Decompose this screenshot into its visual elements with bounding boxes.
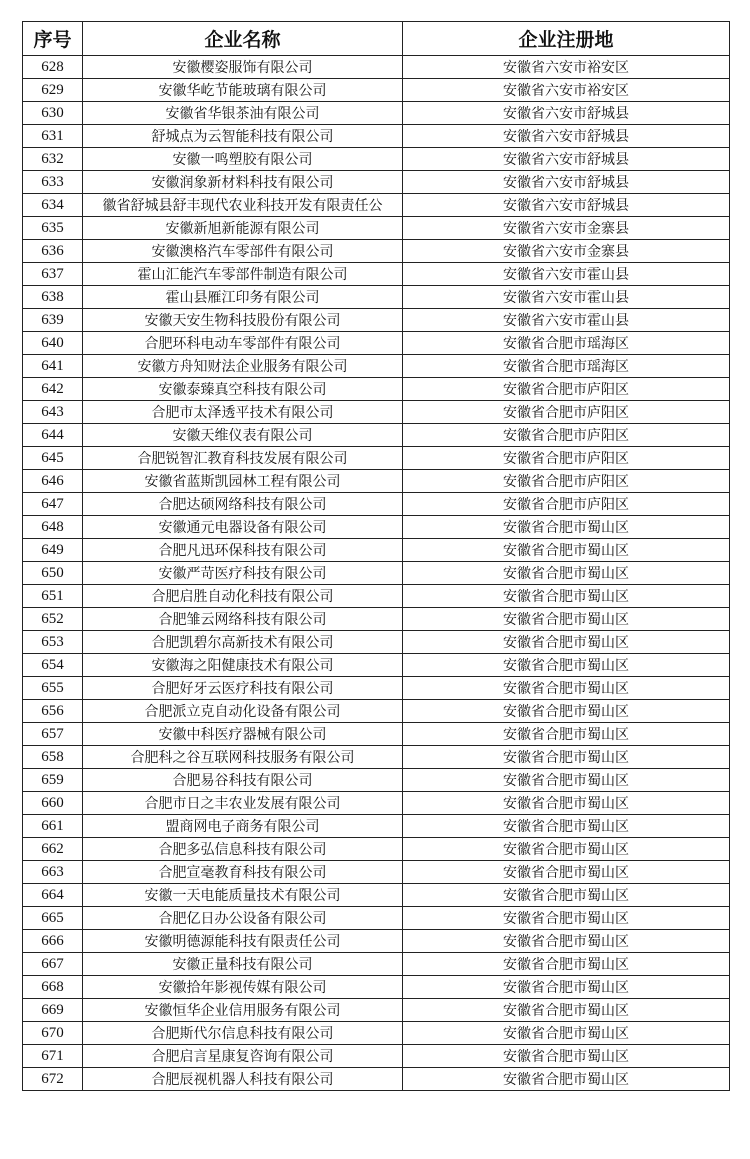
company-name-cell: 霍山县雁江印务有限公司 <box>83 286 403 309</box>
table-row <box>23 539 730 562</box>
company-name-cell: 安徽明德源能科技有限责任公司 <box>83 930 403 953</box>
serial-number-cell: 658 <box>23 746 83 769</box>
serial-number-cell: 646 <box>23 470 83 493</box>
table-row <box>23 815 730 838</box>
registration-place-cell: 安徽省合肥市蜀山区 <box>403 677 730 700</box>
document-page <box>22 21 729 1091</box>
serial-number-cell: 641 <box>23 355 83 378</box>
table-row <box>23 631 730 654</box>
serial-number-cell: 661 <box>23 815 83 838</box>
registration-place-cell: 安徽省六安市裕安区 <box>403 56 730 79</box>
company-name-cell: 安徽严苛医疗科技有限公司 <box>83 562 403 585</box>
registration-place-cell: 安徽省合肥市蜀山区 <box>403 953 730 976</box>
serial-number-cell: 648 <box>23 516 83 539</box>
table-row <box>23 102 730 125</box>
company-name-cell: 安徽拾年影视传媒有限公司 <box>83 976 403 999</box>
table-row <box>23 332 730 355</box>
company-table <box>22 21 730 1091</box>
registration-place-cell: 安徽省合肥市蜀山区 <box>403 838 730 861</box>
company-name-cell: 盟商网电子商务有限公司 <box>83 815 403 838</box>
serial-number-cell: 666 <box>23 930 83 953</box>
registration-place-cell: 安徽省合肥市蜀山区 <box>403 792 730 815</box>
serial-number-cell: 631 <box>23 125 83 148</box>
company-name-cell: 合肥科之谷互联网科技服务有限公司 <box>83 746 403 769</box>
serial-number-cell: 629 <box>23 79 83 102</box>
serial-number-cell: 643 <box>23 401 83 424</box>
registration-place-cell: 安徽省六安市舒城县 <box>403 102 730 125</box>
registration-place-cell: 安徽省六安市霍山县 <box>403 309 730 332</box>
registration-place-cell: 安徽省六安市霍山县 <box>403 263 730 286</box>
table-row <box>23 654 730 677</box>
table-row <box>23 447 730 470</box>
company-name-cell: 合肥斯代尔信息科技有限公司 <box>83 1022 403 1045</box>
table-row <box>23 424 730 447</box>
company-name-cell: 合肥多弘信息科技有限公司 <box>83 838 403 861</box>
table-body <box>23 56 730 1091</box>
company-name-cell: 合肥达硕网络科技有限公司 <box>83 493 403 516</box>
serial-number-cell: 657 <box>23 723 83 746</box>
company-name-cell: 合肥派立克自动化设备有限公司 <box>83 700 403 723</box>
registration-place-cell: 安徽省合肥市蜀山区 <box>403 976 730 999</box>
table-row <box>23 723 730 746</box>
registration-place-cell: 安徽省合肥市庐阳区 <box>403 401 730 424</box>
registration-place-cell: 安徽省六安市舒城县 <box>403 125 730 148</box>
registration-place-cell: 安徽省六安市舒城县 <box>403 171 730 194</box>
table-row <box>23 286 730 309</box>
serial-number-cell: 632 <box>23 148 83 171</box>
table-row <box>23 516 730 539</box>
registration-place-cell: 安徽省合肥市庐阳区 <box>403 447 730 470</box>
registration-place-cell: 安徽省合肥市蜀山区 <box>403 930 730 953</box>
company-name-cell: 安徽华屹节能玻璃有限公司 <box>83 79 403 102</box>
table-row <box>23 585 730 608</box>
company-name-cell: 安徽方舟知财法企业服务有限公司 <box>83 355 403 378</box>
table-row <box>23 930 730 953</box>
serial-number-cell: 651 <box>23 585 83 608</box>
registration-place-cell: 安徽省合肥市庐阳区 <box>403 470 730 493</box>
serial-number-cell: 640 <box>23 332 83 355</box>
company-name-cell: 合肥亿日办公设备有限公司 <box>83 907 403 930</box>
registration-place-cell: 安徽省合肥市蜀山区 <box>403 815 730 838</box>
registration-place-cell: 安徽省合肥市庐阳区 <box>403 378 730 401</box>
registration-place-cell: 安徽省合肥市蜀山区 <box>403 907 730 930</box>
company-name-cell: 安徽恒华企业信用服务有限公司 <box>83 999 403 1022</box>
company-name-cell: 安徽泰臻真空科技有限公司 <box>83 378 403 401</box>
serial-number-cell: 642 <box>23 378 83 401</box>
company-name-cell: 安徽樱姿服饰有限公司 <box>83 56 403 79</box>
registration-place-cell: 安徽省合肥市庐阳区 <box>403 493 730 516</box>
table-row <box>23 999 730 1022</box>
registration-place-cell: 安徽省合肥市蜀山区 <box>403 608 730 631</box>
serial-number-cell: 668 <box>23 976 83 999</box>
company-name-cell: 合肥辰视机器人科技有限公司 <box>83 1068 403 1091</box>
table-row <box>23 79 730 102</box>
company-name-cell: 安徽通元电器设备有限公司 <box>83 516 403 539</box>
registration-place-cell: 安徽省合肥市蜀山区 <box>403 539 730 562</box>
serial-number-cell: 672 <box>23 1068 83 1091</box>
table-header <box>23 22 730 56</box>
table-row <box>23 240 730 263</box>
serial-number-cell: 660 <box>23 792 83 815</box>
table-row <box>23 792 730 815</box>
company-name-cell: 合肥雏云网络科技有限公司 <box>83 608 403 631</box>
registration-place-cell: 安徽省合肥市瑶海区 <box>403 355 730 378</box>
table-row <box>23 401 730 424</box>
table-row <box>23 493 730 516</box>
registration-place-cell: 安徽省六安市金寨县 <box>403 217 730 240</box>
serial-number-cell: 647 <box>23 493 83 516</box>
table-row <box>23 217 730 240</box>
serial-number-cell: 636 <box>23 240 83 263</box>
serial-number-cell: 628 <box>23 56 83 79</box>
registration-place-cell: 安徽省六安市舒城县 <box>403 194 730 217</box>
company-name-cell: 合肥锐智汇教育科技发展有限公司 <box>83 447 403 470</box>
registration-place-cell: 安徽省六安市裕安区 <box>403 79 730 102</box>
serial-number-cell: 659 <box>23 769 83 792</box>
company-name-cell: 合肥市日之丰农业发展有限公司 <box>83 792 403 815</box>
table-row <box>23 355 730 378</box>
table-row <box>23 1022 730 1045</box>
table-row <box>23 56 730 79</box>
registration-place-cell: 安徽省合肥市蜀山区 <box>403 1022 730 1045</box>
company-name-cell: 安徽省蓝斯凯园林工程有限公司 <box>83 470 403 493</box>
table-row <box>23 907 730 930</box>
serial-number-cell: 638 <box>23 286 83 309</box>
company-name-cell: 合肥宣毫教育科技有限公司 <box>83 861 403 884</box>
serial-number-cell: 665 <box>23 907 83 930</box>
company-name-cell: 安徽新旭新能源有限公司 <box>83 217 403 240</box>
serial-number-cell: 667 <box>23 953 83 976</box>
table-row <box>23 562 730 585</box>
company-name-cell: 合肥市太泽透平技术有限公司 <box>83 401 403 424</box>
company-name-cell: 合肥凯碧尔高新技术有限公司 <box>83 631 403 654</box>
table-row <box>23 746 730 769</box>
company-name-cell: 安徽澳格汽车零部件有限公司 <box>83 240 403 263</box>
registration-place-cell: 安徽省合肥市蜀山区 <box>403 654 730 677</box>
table-row <box>23 608 730 631</box>
table-row <box>23 263 730 286</box>
company-name-cell: 合肥易谷科技有限公司 <box>83 769 403 792</box>
registration-place-cell: 安徽省合肥市蜀山区 <box>403 884 730 907</box>
serial-number-cell: 669 <box>23 999 83 1022</box>
company-name-cell: 合肥好牙云医疗科技有限公司 <box>83 677 403 700</box>
company-name-cell: 安徽一天电能质量技术有限公司 <box>83 884 403 907</box>
table-row <box>23 700 730 723</box>
company-name-cell: 舒城点为云智能科技有限公司 <box>83 125 403 148</box>
registration-place-cell: 安徽省合肥市蜀山区 <box>403 723 730 746</box>
company-name-cell: 安徽海之阳健康技术有限公司 <box>83 654 403 677</box>
serial-number-cell: 633 <box>23 171 83 194</box>
company-name-cell: 安徽润象新材料科技有限公司 <box>83 171 403 194</box>
table-row <box>23 378 730 401</box>
registration-place-cell: 安徽省合肥市瑶海区 <box>403 332 730 355</box>
company-name-cell: 徽省舒城县舒丰现代农业科技开发有限责任公 <box>83 194 403 217</box>
serial-number-cell: 649 <box>23 539 83 562</box>
company-name-cell: 安徽省华银茶油有限公司 <box>83 102 403 125</box>
table-row <box>23 125 730 148</box>
company-name-cell: 合肥凡迅环保科技有限公司 <box>83 539 403 562</box>
header-company-name: 企业名称 <box>83 22 403 56</box>
company-name-cell: 安徽正量科技有限公司 <box>83 953 403 976</box>
serial-number-cell: 655 <box>23 677 83 700</box>
serial-number-cell: 639 <box>23 309 83 332</box>
registration-place-cell: 安徽省合肥市蜀山区 <box>403 585 730 608</box>
registration-place-cell: 安徽省六安市金寨县 <box>403 240 730 263</box>
header-serial-number: 序号 <box>23 22 83 56</box>
registration-place-cell: 安徽省合肥市蜀山区 <box>403 516 730 539</box>
serial-number-cell: 635 <box>23 217 83 240</box>
registration-place-cell: 安徽省合肥市蜀山区 <box>403 700 730 723</box>
registration-place-cell: 安徽省六安市舒城县 <box>403 148 730 171</box>
company-name-cell: 霍山汇能汽车零部件制造有限公司 <box>83 263 403 286</box>
registration-place-cell: 安徽省合肥市蜀山区 <box>403 1045 730 1068</box>
serial-number-cell: 634 <box>23 194 83 217</box>
table-row <box>23 194 730 217</box>
registration-place-cell: 安徽省合肥市蜀山区 <box>403 631 730 654</box>
registration-place-cell: 安徽省合肥市蜀山区 <box>403 861 730 884</box>
serial-number-cell: 652 <box>23 608 83 631</box>
table-row <box>23 309 730 332</box>
header-registration-place: 企业注册地 <box>403 22 730 56</box>
serial-number-cell: 637 <box>23 263 83 286</box>
table-row <box>23 148 730 171</box>
table-row <box>23 769 730 792</box>
table-row <box>23 171 730 194</box>
table-row <box>23 861 730 884</box>
registration-place-cell: 安徽省合肥市蜀山区 <box>403 999 730 1022</box>
company-name-cell: 合肥环科电动车零部件有限公司 <box>83 332 403 355</box>
registration-place-cell: 安徽省合肥市庐阳区 <box>403 424 730 447</box>
company-name-cell: 合肥启言星康复咨询有限公司 <box>83 1045 403 1068</box>
serial-number-cell: 630 <box>23 102 83 125</box>
company-name-cell: 安徽中科医疗器械有限公司 <box>83 723 403 746</box>
serial-number-cell: 654 <box>23 654 83 677</box>
table-row <box>23 976 730 999</box>
registration-place-cell: 安徽省合肥市蜀山区 <box>403 562 730 585</box>
registration-place-cell: 安徽省六安市霍山县 <box>403 286 730 309</box>
registration-place-cell: 安徽省合肥市蜀山区 <box>403 769 730 792</box>
serial-number-cell: 664 <box>23 884 83 907</box>
table-row <box>23 470 730 493</box>
serial-number-cell: 645 <box>23 447 83 470</box>
company-name-cell: 安徽天维仪表有限公司 <box>83 424 403 447</box>
serial-number-cell: 644 <box>23 424 83 447</box>
registration-place-cell: 安徽省合肥市蜀山区 <box>403 1068 730 1091</box>
serial-number-cell: 671 <box>23 1045 83 1068</box>
serial-number-cell: 653 <box>23 631 83 654</box>
serial-number-cell: 650 <box>23 562 83 585</box>
table-row <box>23 1045 730 1068</box>
table-row <box>23 884 730 907</box>
serial-number-cell: 656 <box>23 700 83 723</box>
table-row <box>23 953 730 976</box>
serial-number-cell: 670 <box>23 1022 83 1045</box>
company-name-cell: 安徽天安生物科技股份有限公司 <box>83 309 403 332</box>
registration-place-cell: 安徽省合肥市蜀山区 <box>403 746 730 769</box>
table-row <box>23 1068 730 1091</box>
header-row <box>23 22 730 56</box>
table-row <box>23 677 730 700</box>
serial-number-cell: 662 <box>23 838 83 861</box>
table-row <box>23 838 730 861</box>
serial-number-cell: 663 <box>23 861 83 884</box>
company-name-cell: 安徽一鸣塑胶有限公司 <box>83 148 403 171</box>
company-name-cell: 合肥启胜自动化科技有限公司 <box>83 585 403 608</box>
